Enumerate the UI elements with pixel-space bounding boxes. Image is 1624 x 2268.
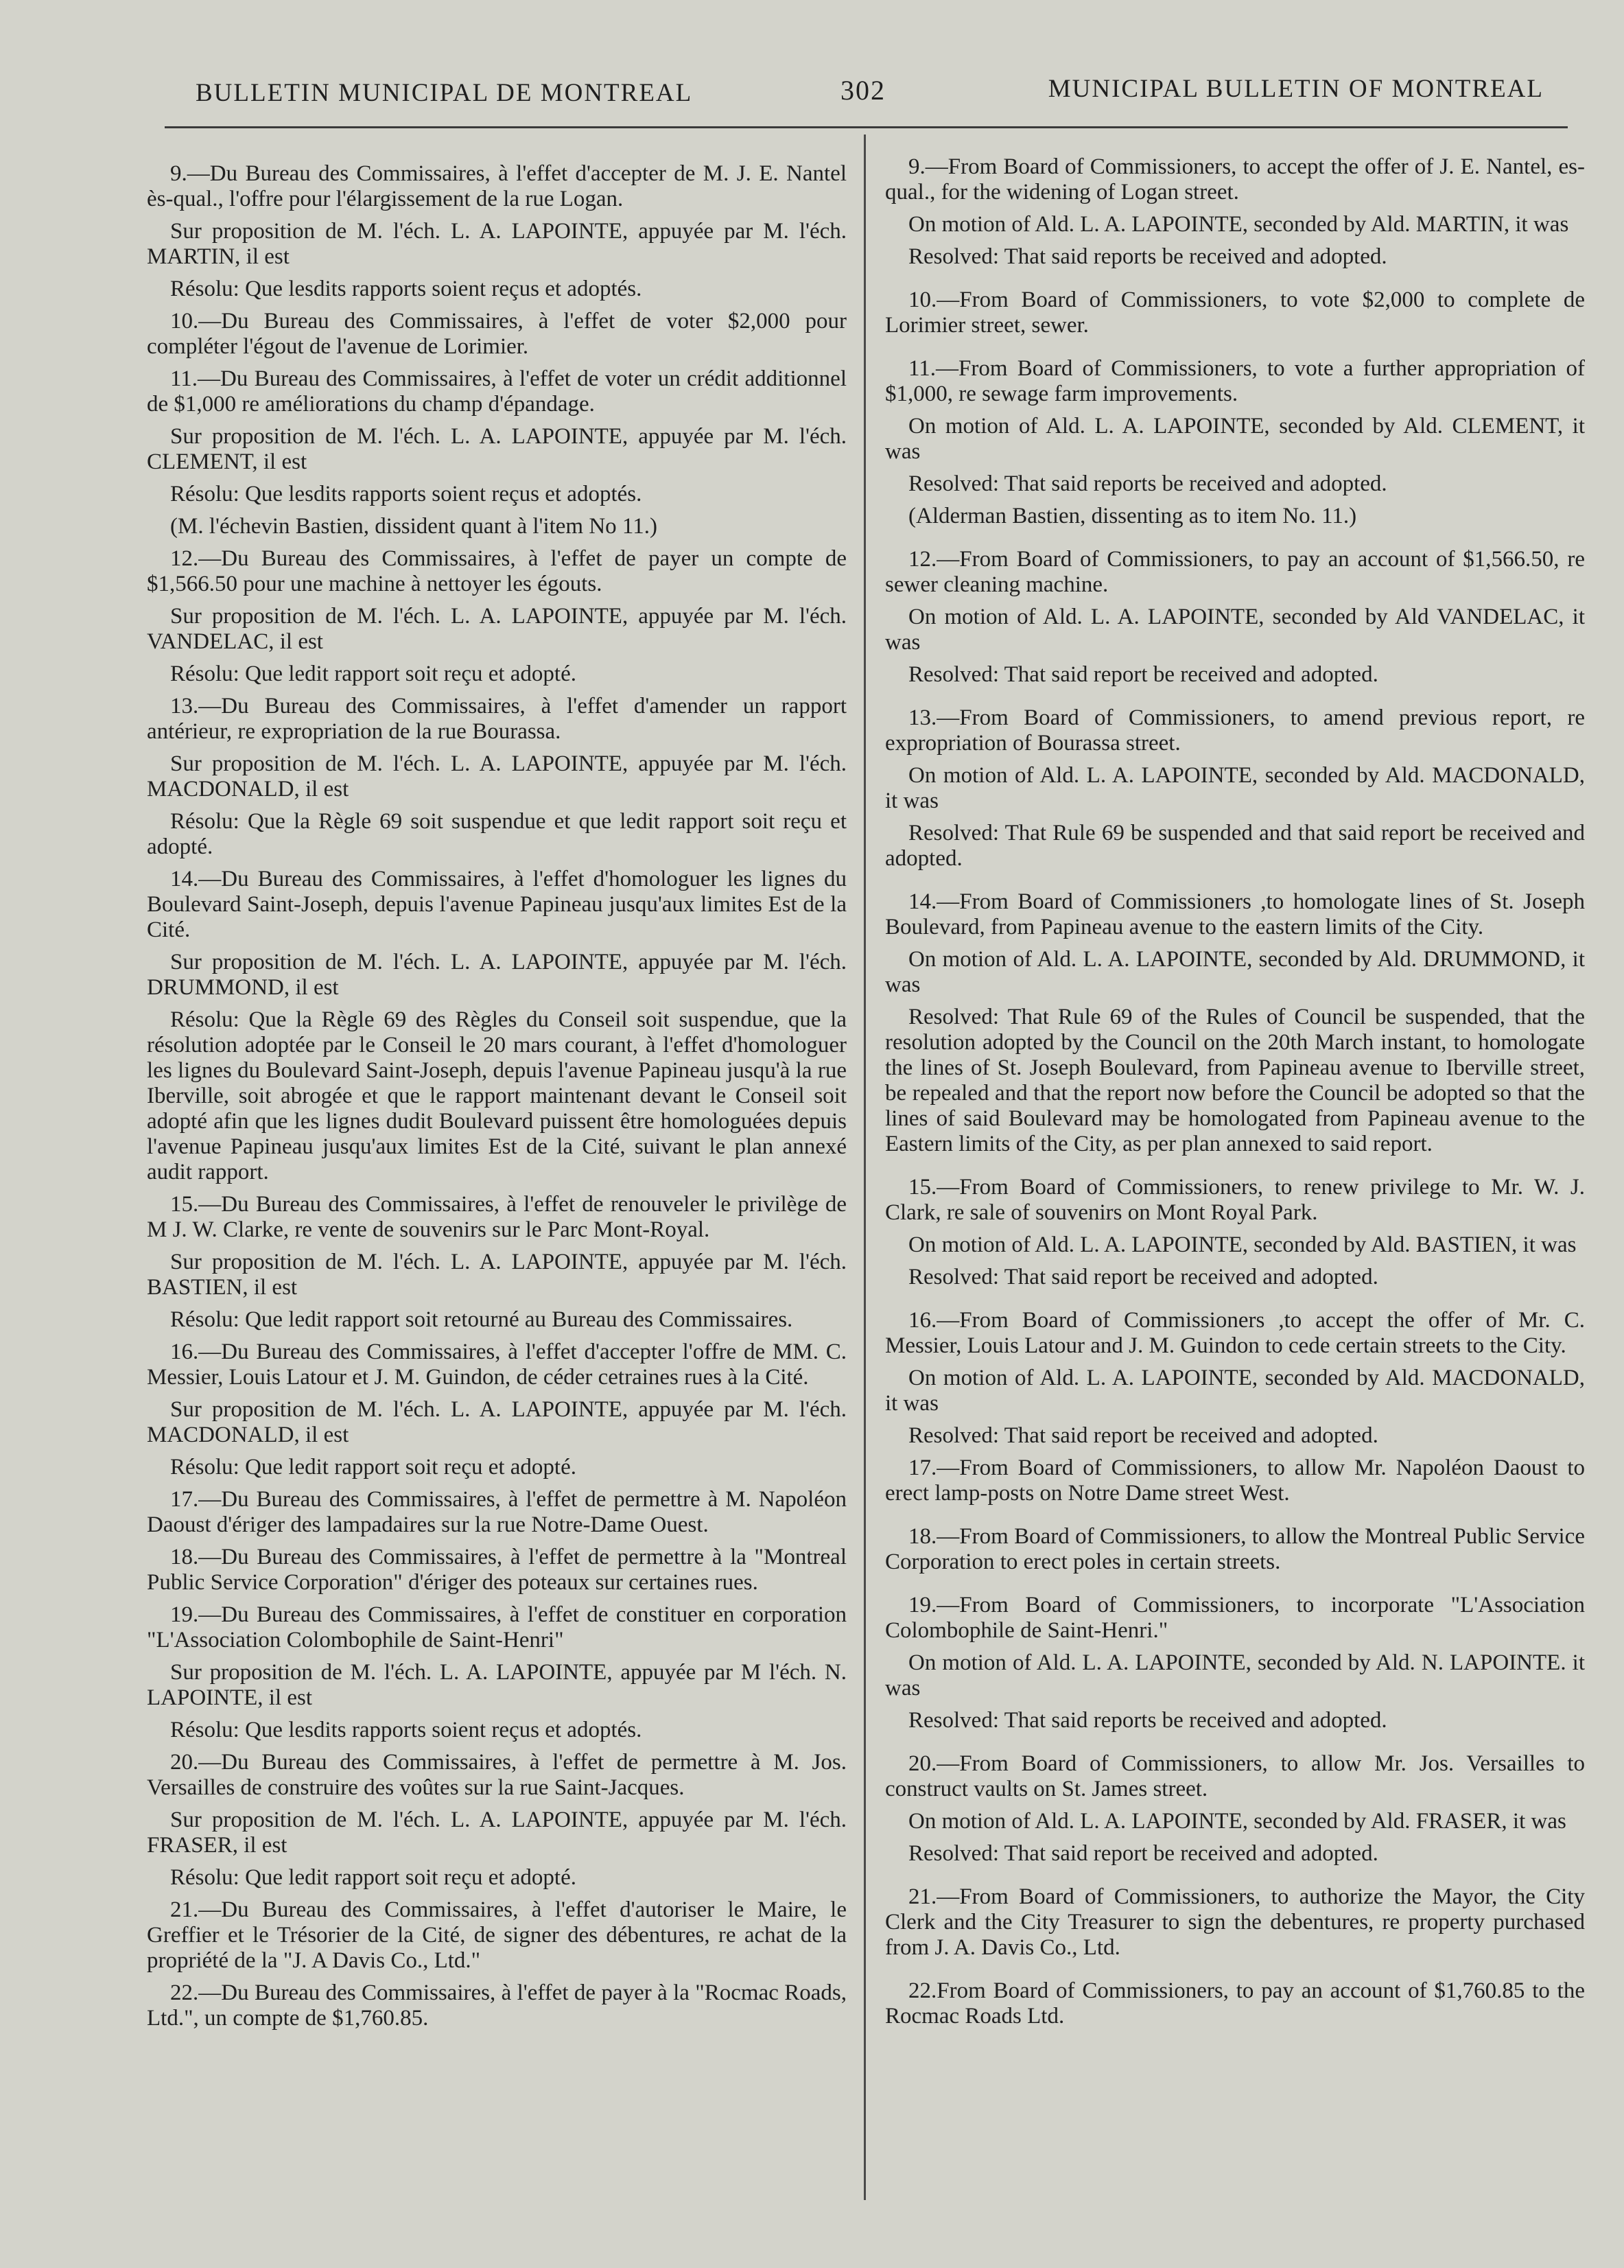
page-number: 302 <box>840 75 886 106</box>
english-paragraph: 12.—From Board of Commissioners, to pay an account of $1,566.50, re sewer cleaning machine. <box>885 547 1585 597</box>
english-paragraph: 10.—From Board of Commissioners, to vote $2,000 to complete de Lorimier street, sewer. <box>885 288 1585 338</box>
english-paragraph: (Alderman Bastien, dissenting as to item No. 11.) <box>908 504 1357 528</box>
french-column <box>147 154 847 2038</box>
english-paragraph: 16.—From Board of Commissioners ,to accept the offer of Mr. C. Messier, Louis Latour and J. M. Guindon to cede certain streets to the City. <box>885 1308 1585 1358</box>
english-paragraph: 13.—From Board of Commissioners, to amend previous report, re expropriation of Bourassa street. <box>885 705 1585 756</box>
english-paragraph: 22.From Board of Commissioners, to pay an account of $1,760.85 to the Rocmac Roads Ltd. <box>885 1978 1585 2029</box>
english-paragraph: Resolved: That said reports be received and adopted. <box>908 244 1387 269</box>
french-paragraph: (M. l'échevin Bastien, dissident quant à l'item No 11.) <box>170 514 657 539</box>
english-paragraph: 19.—From Board of Commissioners, to incorporate "L'Association Colombophile de Saint-Henri." <box>885 1593 1585 1643</box>
french-paragraph: Sur proposition de M. l'éch. L. A. LAPOINTE, appuyée par M. l'éch. BASTIEN, il est <box>147 1250 847 1300</box>
french-paragraph: Sur proposition de M. l'éch. L. A. LAPOINTE, appuyée par M. l'éch. CLEMENT, il est <box>147 424 847 474</box>
french-paragraph: Résolu: Que ledit rapport soit reçu et adopté. <box>170 1865 577 1890</box>
french-paragraph: 13.—Du Bureau des Commissaires, à l'effet d'amender un rapport antérieur, re expropriation de la rue Bourassa. <box>147 694 847 744</box>
french-paragraph: Sur proposition de M. l'éch. L. A. LAPOINTE, appuyée par M l'éch. N. LAPOINTE, il est <box>147 1660 847 1710</box>
french-paragraph: Sur proposition de M. l'éch. L. A. LAPOINTE, appuyée par M. l'éch. DRUMMOND, il est <box>147 950 847 1000</box>
english-paragraph: On motion of Ald. L. A. LAPOINTE, seconded by Ald. MARTIN, it was <box>908 212 1569 237</box>
french-paragraph: Résolu: Que ledit rapport soit reçu et adopté. <box>170 662 577 686</box>
french-paragraph: Résolu: Que ledit rapport soit retourné au Bureau des Commissaires. <box>170 1307 793 1332</box>
french-paragraph: Résolu: Que la Règle 69 soit suspendue et que ledit rapport soit reçu et adopté. <box>147 809 847 859</box>
english-paragraph: On motion of Ald. L. A. LAPOINTE, seconded by Ald. MACDONALD, it was <box>885 763 1585 813</box>
french-paragraph: 19.—Du Bureau des Commissaires, à l'effet de constituer en corporation "L'Association Colombophile de Saint-Henri" <box>147 1602 847 1652</box>
french-paragraph: Résolu: Que lesdits rapports soient reçus et adoptés. <box>170 482 642 506</box>
french-paragraph: 22.—Du Bureau des Commissaires, à l'effet de payer à la "Rocmac Roads, Ltd.", un compte de $1,760.85. <box>147 1980 847 2031</box>
french-paragraph: Résolu: Que ledit rapport soit reçu et adopté. <box>170 1455 577 1480</box>
english-paragraph: 17.—From Board of Commissioners, to allow Mr. Napoléon Daoust to erect lamp-posts on Notre Dame street West. <box>885 1456 1585 1506</box>
english-paragraph: On motion of Ald. L. A. LAPOINTE, seconded by Ald. N. LAPOINTE. it was <box>885 1650 1585 1700</box>
english-paragraph: Resolved: That said report be received and adopted. <box>908 1841 1378 1866</box>
french-paragraph: 9.—Du Bureau des Commissaires, à l'effet d'accepter de M. J. E. Nantel ès-qual., l'offre pour l'élargissement de la rue Logan. <box>147 161 847 211</box>
page-header <box>165 71 1544 113</box>
english-paragraph: On motion of Ald. L. A. LAPOINTE, seconded by Ald VANDELAC, it was <box>885 605 1585 655</box>
french-paragraph: Sur proposition de M. l'éch. L. A. LAPOINTE, appuyée par M. l'éch. MARTIN, il est <box>147 219 847 269</box>
english-paragraph: On motion of Ald. L. A. LAPOINTE, seconded by Ald. DRUMMOND, it was <box>885 947 1585 997</box>
header-rule <box>165 126 1568 128</box>
french-paragraph: 11.—Du Bureau des Commissaires, à l'effet de voter un crédit additionnel de $1,000 re améliorations du champ d'épandage. <box>147 366 847 417</box>
french-paragraph: Sur proposition de M. l'éch. L. A. LAPOINTE, appuyée par M. l'éch. MACDONALD, il est <box>147 1397 847 1447</box>
english-paragraph: On motion of Ald. L. A. LAPOINTE, seconded by Ald. FRASER, it was <box>908 1809 1566 1834</box>
french-paragraph: Sur proposition de M. l'éch. L. A. LAPOINTE, appuyée par M. l'éch. VANDELAC, il est <box>147 604 847 654</box>
french-paragraph: Résolu: Que la Règle 69 des Règles du Conseil soit suspendue, que la résolution adoptée par le Conseil le 20 mars courant, à l'effet d'homologuer les lignes du Boulevard Saint-Joseph, depuis l'avenue Papineau jusqu'à la rue Iberville, soit abrogée et que le rapport maintenant devant le Conseil soit adopté afin que les lignes dudit Boulevard puissent être homologuées depuis l'avenue Papineau jusqu'aux limites Est de la Cité, suivant le plan annexé audit rapport. <box>147 1007 847 1184</box>
english-paragraph: 20.—From Board of Commissioners, to allow Mr. Jos. Versailles to construct vaults on St. James street. <box>885 1751 1585 1801</box>
french-paragraph: 10.—Du Bureau des Commissaires, à l'effet de voter $2,000 pour compléter l'égout de l'avenue de Lorimier. <box>147 309 847 359</box>
french-paragraph: 18.—Du Bureau des Commissaires, à l'effet de permettre à la "Montreal Public Service Corporation" d'ériger des poteaux sur certaines rues. <box>147 1545 847 1595</box>
english-paragraph: 21.—From Board of Commissioners, to authorize the Mayor, the City Clerk and the City Treasurer to sign the debentures, re property purchased from J. A. Davis Co., Ltd. <box>885 1884 1585 1960</box>
english-column <box>885 154 1585 2036</box>
french-paragraph: 15.—Du Bureau des Commissaires, à l'effet de renouveler le privilège de M J. W. Clarke, re vente de souvenirs sur le Parc Mont-Royal. <box>147 1192 847 1242</box>
french-paragraph: 12.—Du Bureau des Commissaires, à l'effet de payer un compte de $1,566.50 pour une machine à nettoyer les égouts. <box>147 546 847 596</box>
english-paragraph: Resolved: That said report be received and adopted. <box>908 1265 1378 1289</box>
header-french-title: BULLETIN MUNICIPAL DE MONTREAL <box>196 79 693 107</box>
french-paragraph: Résolu: Que lesdits rapports soient reçus et adoptés. <box>170 1718 642 1742</box>
english-paragraph: Resolved: That said report be received and adopted. <box>908 1423 1378 1448</box>
french-paragraph: Résolu: Que lesdits rapports soient reçus et adoptés. <box>170 277 642 301</box>
french-paragraph: 14.—Du Bureau des Commissaires, à l'effet d'homologuer les lignes du Boulevard Saint-Joseph, depuis l'avenue Papineau jusqu'aux limites Est de la Cité. <box>147 867 847 942</box>
english-paragraph: On motion of Ald. L. A. LAPOINTE, seconded by Ald. CLEMENT, it was <box>885 414 1585 464</box>
french-paragraph: 21.—Du Bureau des Commissaires, à l'effet d'autoriser le Maire, le Greffier et le Trésorier de la Cité, de signer des débentures, re achat de la propriété de la "J. A Davis Co., Ltd." <box>147 1897 847 1973</box>
french-paragraph: 20.—Du Bureau des Commissaires, à l'effet de permettre à M. Jos. Versailles de construire des voûtes sur la rue Saint-Jacques. <box>147 1750 847 1800</box>
english-paragraph: Resolved: That Rule 69 be suspended and that said report be received and adopted. <box>885 821 1585 871</box>
french-paragraph: 16.—Du Bureau des Commissaires, à l'effet d'accepter l'offre de MM. C. Messier, Louis Latour et J. M. Guindon, de céder cetraines rues à la Cité. <box>147 1340 847 1390</box>
english-paragraph: 11.—From Board of Commissioners, to vote a further appropriation of $1,000, re sewage farm improvements. <box>885 356 1585 406</box>
french-paragraph: 17.—Du Bureau des Commissaires, à l'effet de permettre à M. Napoléon Daoust d'ériger des lampadaires sur la rue Notre-Dame Ouest. <box>147 1487 847 1537</box>
english-paragraph: Resolved: That said reports be received and adopted. <box>908 471 1387 496</box>
header-english-title: MUNICIPAL BULLETIN OF MONTREAL <box>1048 75 1544 103</box>
english-paragraph: 9.—From Board of Commissioners, to accept the offer of J. E. Nantel, es-qual., for the widening of Logan street. <box>885 154 1585 204</box>
english-paragraph: 14.—From Board of Commissioners ,to homologate lines of St. Joseph Boulevard, from Papineau avenue to the eastern limits of the City. <box>885 889 1585 939</box>
french-paragraph: Sur proposition de M. l'éch. L. A. LAPOINTE, appuyée par M. l'éch. MACDONALD, il est <box>147 751 847 802</box>
english-paragraph: Resolved: That said reports be received and adopted. <box>908 1708 1387 1733</box>
english-paragraph: Resolved: That said report be received and adopted. <box>908 662 1378 687</box>
english-paragraph: On motion of Ald. L. A. LAPOINTE, seconded by Ald. MACDONALD, it was <box>885 1366 1585 1416</box>
column-divider <box>864 135 866 2200</box>
french-paragraph: Sur proposition de M. l'éch. L. A. LAPOINTE, appuyée par M. l'éch. FRASER, il est <box>147 1808 847 1858</box>
english-paragraph: 18.—From Board of Commissioners, to allow the Montreal Public Service Corporation to erect poles in certain streets. <box>885 1524 1585 1574</box>
english-paragraph: On motion of Ald. L. A. LAPOINTE, seconded by Ald. BASTIEN, it was <box>908 1232 1577 1257</box>
english-paragraph: Resolved: That Rule 69 of the Rules of Council be suspended, that the resolution adopted by the Council on the 20th March instant, to homologate the lines of St. Joseph Boulevard, from Papineau avenue to Iberville street, be repealed and that the report now before the Council be adopted so that the lines of said Boulevard may be homologated from Papineau avenue to the Eastern limits of the City, as per plan annexed to said report. <box>885 1005 1585 1156</box>
english-paragraph: 15.—From Board of Commissioners, to renew privilege to Mr. W. J. Clark, re sale of souvenirs on Mont Royal Park. <box>885 1175 1585 1225</box>
